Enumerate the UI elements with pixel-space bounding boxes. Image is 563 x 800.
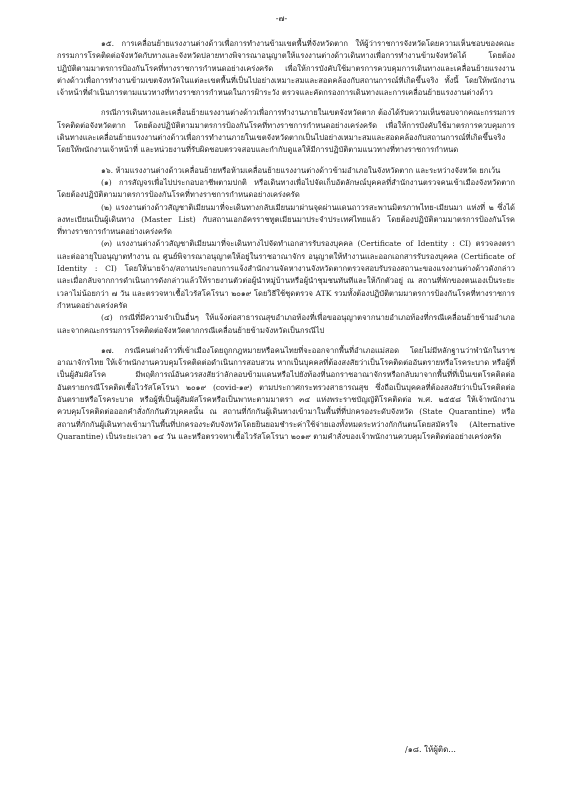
paragraph-16-item-1: (๑) การสัญจรเพื่อไปประกอบอาชีพตามปกติ หรือเดินทางเพื่อไปจัดเก็บอัตลักษณ์บุคคลที่สำนักงานตรวจคนเข้าเมืองจังหวัดตาก โดยต้องปฏิบัติตามมาตรการป้องกันโรคที่ทางราชการกำหนดอย่างเคร่งครัด bbox=[57, 177, 515, 200]
paragraph-16-item-2: (๒) แรงงานต่างด้าวสัญชาติเมียนมาที่จะเดินทางกลับเมียนมาผ่านจุดผ่านแดนถาวรสะพานมิตรภาพไทย-เมียนมา แห่งที่ ๒ ซึ่งได้ลงทะเบียนเป็นผู้เดินทาง (Master List) กับสถานเอกอัครราชทูตเมียนมาประจำประเทศไทยแล้ว โดยต้องปฏิบัติตามมาตรการป้องกันโรคที่ทางราชการกำหนดอย่างเคร่งครัด bbox=[57, 202, 515, 237]
page-number: -๗- bbox=[275, 14, 288, 23]
continuation-marker: /๑๘. ให้ผู้ติด... bbox=[405, 745, 456, 754]
paragraph-16: ๑๖. ห้ามแรงงานต่างด้าวเคลื่อนย้ายหรือห้ามเคลื่อนย้ายแรงงานต่างด้าวข้ามอำเภอในจังหวัดตาก และระหว่างจังหวัด ยกเว้น bbox=[101, 165, 501, 175]
paragraph-17: ๑๗. กรณีคนต่างด้าวที่เข้าเมืองโดยถูกกฎหมายหรือคนไทยที่จะออกจากพื้นที่อำเภอแม่สอด โดยไม่มีหลักฐานว่าพำนักในราชอาณาจักรไทย ให้เจ้าพนักงานควบคุมโรคติดต่อดำเนินการสอบสวน หากเป็นบุคคลที่ต้องสงสัยว่าเป็นโรคติดต่ออันตรายหรือโรคระบาด หรือผู้ที่เป็นผู้สัมผัสโรค มีพฤติการณ์อันควรสงสัยว่าลักลอบข้ามแดนหรือไปยังท้องที่นอกราชอาณาจักรหรือกลับมาจากพื้นที่ที่เป็นเขตโรคติดต่ออันตรายกรณีโรคติดเชื้อไวรัสโคโรนา ๒๐๑๙ (covid-๑๙) ตามประกาศกระทรวงสาธารณสุข ซึ่งถือเป็นบุคคลที่ต้องสงสัยว่าเป็นโรคติดต่ออันตรายหรือโรคระบาด หรือผู้ที่เป็นผู้สัมผัสโรคหรือเป็นพาหะตามมาตรา ๓๔ แห่งพระราชบัญญัติโรคติดต่อ พ.ศ. ๒๕๕๘ ให้เจ้าพนักงานควบคุมโรคติดต่อออกคำสั่งกักกันตัวบุคคลนั้น ณ สถานที่กักกันผู้เดินทางเข้ามาในพื้นที่ที่ปกครองระดับจังหวัด (State Quarantine) หรือ สถานที่กักกันผู้เดินทางเข้ามาในพื้นที่ปกครองระดับจังหวัดโดยยินยอมชำระค่าใช้จ่ายเองทั้งหมดระหว่างกักกันตนโดยสมัครใจ (Alternative Quarantine) เป็นระยะเวลา ๑๔ วัน และหรือตรวจหาเชื้อไวรัสโคโรนา ๒๐๑๙ ตามคำสั่งของเจ้าพนักงานควบคุมโรคติดต่ออย่างเคร่งครัด bbox=[57, 345, 515, 441]
document-body bbox=[57, 38, 515, 443]
paragraph-15-tak-internal: กรณีการเดินทางและเคลื่อนย้ายแรงงานต่างด้าวเพื่อการทำงานภายในเขตจังหวัดตาก ต้องได้รับความเห็นชอบจากคณะกรรมการโรคติดต่อจังหวัดตาก โดยต้องปฏิบัติตามมาตรการป้องกันโรคที่ทางราชการกำหนดอย่างเคร่งครัด เพื่อให้การบังคับใช้มาตรการควบคุมการเดินทางและเคลื่อนย้ายแรงงานต่างด้าวเพื่อการทำงานภายในเขตจังหวัดตากเป็นไปอย่างเหมาะสมและสอดคล้องกับสถานการณ์ที่เกิดขึ้นจริง โดยให้พนักงานเจ้าหน้าที่ และหน่วยงานที่รับผิดชอบตรวจสอบและกำกับดูแลให้มีการปฏิบัติตามแนวทางที่ทางราชการกำหนด bbox=[57, 108, 515, 155]
paragraph-16-item-3: (๓) แรงงานต่างด้าวสัญชาติเมียนมาที่จะเดินทางไปจัดทำเอกสารรับรองบุคคล (Certificate of Identity : CI) ตรวจลงตรา และต่ออายุใบอนุญาตทำงาน ณ ศูนย์พิจารณาอนุญาตให้อยู่ในราชอาณาจักร อนุญาตให้ทำงานและออกเอกสารรับรองบุคคล (Certificate of Identity : CI) โดยให้นายจ้าง/สถานประกอบการแจ้งสำนักงานจัดหางานจังหวัดตากตรวจสอบรับรองสถานะของแรงงานต่างด้าวดังกล่าว และเมื่อกลับจากการดำเนินการดังกล่าวแล้วให้รายงานตัวต่อผู้นำหมู่บ้านหรือผู้นำชุมชนทันทีและให้กักตัวอยู่ ณ สถานที่พักของตนเองเป็นระยะเวลาไม่น้อยกว่า ๗ วัน และตรวจหาเชื้อไวรัสโคโรนา ๒๐๑๙ โดยวิธีใช้ชุดตรวจ ATK รวมทั้งต้องปฏิบัติตามมาตรการป้องกันโรคที่ทางราชการกำหนดอย่างเคร่งครัด bbox=[57, 239, 515, 310]
paragraph-15: ๑๕. การเคลื่อนย้ายแรงงานต่างด้าวเพื่อการทำงานข้ามเขตพื้นที่จังหวัดตาก ให้ผู้ว่าราชการจังหวัดโดยความเห็นชอบของคณะกรรมการโรคติดต่อจังหวัดกับทางและจังหวัดปลายทางพิจารณาอนุญาตให้แรงงานต่างด้าวเดินทางเพื่อการทำงานข้ามจังหวัดได้ โดยต้องปฏิบัติตามมาตรการป้องกันโรคที่ทางราชการกำหนดอย่างเคร่งครัด เพื่อให้การบังคับใช้มาตรการควบคุมการเดินทางและเคลื่อนย้ายแรงงานต่างด้าวเพื่อการทำงานข้ามเขตจังหวัดในแต่ละเขตพื้นที่เป็นไปอย่างเหมาะสมและสอดคล้องกับสถานการณ์ที่เกิดขึ้นจริง ทั้งนี้ โดยให้พนักงานเจ้าหน้าที่ดำเนินการตามแนวทางที่ทางราชการกำหนดในการฝ้าระวัง ตรวจและคัดกรองการเดินทางและการเคลื่อนย้ายแรงงานต่างด้าว bbox=[57, 39, 515, 98]
paragraph-16-item-4: (๔) กรณีที่มีความจำเป็นอื่นๆ ให้แจ้งต่อสาธารณสุขอำเภอท้องที่เพื่อขออนุญาตจากนายอำเภอท้องที่กรณีเคลื่อนย้ายข้ามอำเภอ และจากคณะกรรมการโรคติดต่อจังหวัดตากกรณีเคลื่อนย้ายข้ามจังหวัดเป็นกรณีไป bbox=[57, 313, 515, 335]
